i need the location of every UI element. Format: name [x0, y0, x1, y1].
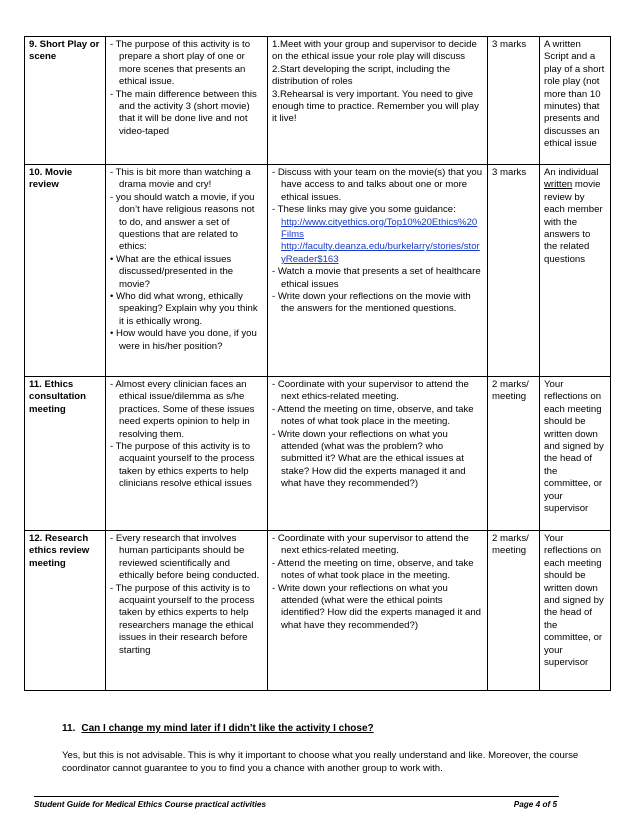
activity-marks: 2 marks/ meeting [488, 531, 540, 691]
description-item: - Every research that involves human participants should be reviewed scientifically and ethically before being conducted. [110, 533, 260, 582]
activity-steps [268, 37, 488, 165]
table-row [25, 531, 611, 691]
footer-title: Student Guide for Medical Ethics Course practical activities [34, 800, 267, 809]
activity-description [106, 165, 268, 377]
bullet-item: • Who did what wrong, ethically speaking? Explain why you think it is ethically wrong. [110, 291, 258, 327]
description-item: - Almost every clinician faces an ethical issue/dilemma as s/he practices. Some of these issues need experts opinion to help in resolving them. [110, 379, 255, 440]
activity-steps [268, 531, 488, 691]
step-item: 2.Start developing the script, including the distribution of roles [272, 63, 451, 88]
activity-description [106, 377, 268, 531]
step-item: 1.Meet with your group and supervisor to decide on the ethical issue your role play will discuss [272, 39, 477, 63]
description-item: - The purpose of this activity is to prepare a short play of one or more scenes that presents an ethical issue. [110, 39, 251, 88]
guidance-link[interactable]: http://www.cityethics.org/Top10%20Ethics%20Films [281, 216, 478, 241]
table-row [25, 377, 611, 531]
step-item: - Coordinate with your supervisor to attend the next ethics-related meeting. [272, 379, 469, 403]
activity-name: 11. Ethics consultation meeting [25, 377, 106, 531]
activities-table [24, 36, 611, 691]
activity-marks: 3 marks [488, 165, 540, 377]
activity-name: 12. Research ethics review meeting [25, 531, 106, 691]
step-item: - Write down your reflections on the movie with the answers for the mentioned questions. [272, 291, 471, 315]
activity-deliverable: Your reflections on each meeting should be written down and signed by the head of the committee, or your supervisor [540, 531, 611, 691]
activity-deliverable: A written Script and a play of a short role play (not more than 10 minutes) that presents and discusses an ethical issue [540, 37, 611, 165]
page-footer [34, 796, 559, 809]
table-row [25, 37, 611, 165]
faq-question [62, 723, 374, 734]
step-item: - Write down your reflections on what you attended (what were the ethical points identified? How did the experts managed it and what have they recommended?) [272, 582, 481, 631]
step-item: - Write down your reflections on what you attended (what was the problem? who submitted it? What are the ethical issues at stake? How did the experts managed it and what have they recommended?) [272, 428, 466, 490]
description-item: - The purpose of this activity is to acquaint yourself to the process taken by ethics experts to help clinicians resolve ethical issues [110, 441, 255, 490]
step-item: 3.Rehearsal is very important. You need to give enough time to practice. Remember you will play it live! [272, 88, 479, 125]
step-item: - Watch a movie that presents a set of healthcare ethical issues [272, 266, 481, 290]
bullet-item: • What are the ethical issues discussed/presented in the movie? [110, 253, 234, 290]
description-item: - you should watch a movie, if you don’t have religious reasons not to do, and answer a set of questions that are related to ethics: [110, 191, 255, 253]
bullet-icon: • [110, 253, 117, 265]
page-number: Page 4 of 5 [513, 800, 557, 809]
guidance-link[interactable]: http://faculty.deanza.edu/burkelarry/stories/storyReader$163 [281, 241, 480, 265]
description-item: - The main difference between this and the activity 3 (short movie) that it will be done live and not video-taped [110, 88, 257, 137]
bullet-icon: • [110, 328, 117, 340]
activity-steps [268, 165, 488, 377]
question-text: Can I change my mind later if I didn’t like the activity I chose? [81, 723, 374, 734]
activity-marks: 3 marks [488, 37, 540, 165]
activity-name: 9. Short Play or scene [25, 37, 106, 165]
step-item: - Attend the meeting on time, observe, and take notes of what took place in the meeting. [272, 557, 474, 582]
activity-name: 10. Movie review [25, 165, 106, 377]
activity-steps [268, 377, 488, 531]
activity-description [106, 531, 268, 691]
activity-deliverable: An individual written movie review by each member with the answers to the related questions [540, 165, 611, 377]
faq-answer: Yes, but this is not advisable. This is why it important to choose what you really understand and like. Moreover, the course coordinator cannot guarantee to you to find you a chance with another group to work with. [62, 750, 579, 774]
activity-description [106, 37, 268, 165]
activity-deliverable: Your reflections on each meeting should be written down and signed by the head of the committee, or your supervisor [540, 377, 611, 531]
step-item: - Attend the meeting on time, observe, and take notes of what took place in the meeting. [272, 403, 474, 428]
bullet-icon: • [110, 291, 117, 303]
step-item: - Coordinate with your supervisor to attend the next ethics-related meeting. [272, 533, 469, 557]
description-item: - This is bit more than watching a drama movie and cry! [110, 167, 251, 191]
step-item: - These links may give you some guidance: [272, 204, 456, 216]
bullet-item: • How would have you done, if you were in his/her position? [110, 328, 257, 352]
table-row [25, 165, 611, 377]
question-number: 11. [62, 723, 76, 734]
step-item: - Discuss with your team on the movie(s) that you have access to and talks about one or more ethical issues. [272, 167, 483, 203]
description-item: - The purpose of this activity is to acquaint yourself to the process taken by ethics experts to help researchers manage the ethical issues in their research before starting [110, 582, 255, 656]
activity-marks: 2 marks/ meeting [488, 377, 540, 531]
